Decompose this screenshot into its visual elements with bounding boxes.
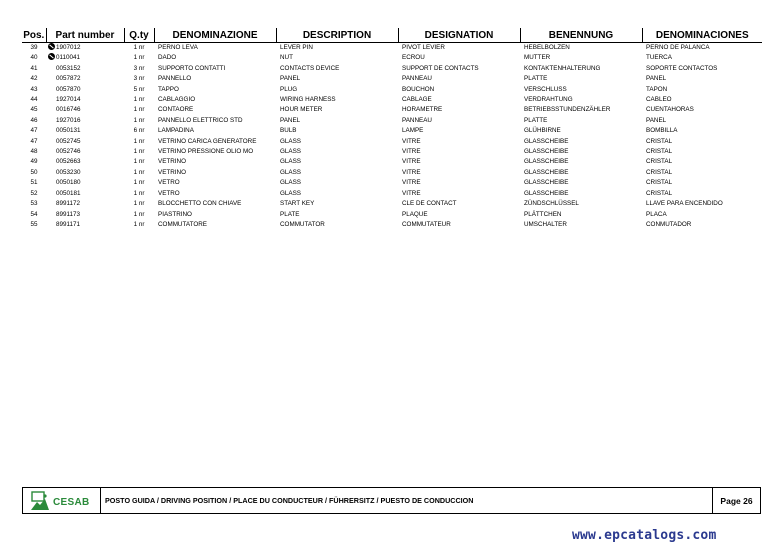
table-row: [22, 137, 762, 147]
row-pos: 40: [30, 54, 38, 62]
row-part-number: [46, 85, 124, 95]
table-row: [22, 85, 762, 95]
row-designation: VITRE: [402, 137, 421, 145]
row-denominaciones: CONMUTADOR: [646, 220, 692, 228]
cesab-logo-icon: [29, 491, 51, 511]
row-benennung: GLASSCHEIBE: [524, 137, 569, 145]
row-designation: HORAMETRE: [402, 106, 443, 114]
table-row: [22, 95, 762, 105]
row-qty: 1 nr: [133, 137, 145, 145]
row-denominaciones: CABLEO: [646, 96, 672, 104]
part-number-text: 0050131: [56, 127, 81, 135]
row-denominaciones: PLACA: [646, 210, 667, 218]
row-description: PLUG: [280, 85, 298, 93]
row-description: GLASS: [280, 158, 301, 166]
row-qty: 1 nr: [133, 210, 145, 218]
row-denominazione: BLOCCHETTO CON CHIAVE: [158, 200, 242, 208]
row-qty: 1 nr: [133, 200, 145, 208]
row-benennung: ZÜNDSCHLÜSSEL: [524, 200, 579, 208]
part-number-text: 1907012: [56, 44, 81, 51]
row-description: HOUR METER: [280, 106, 323, 114]
part-number-text: 1927016: [56, 116, 81, 124]
row-part-number: [46, 137, 124, 147]
part-number-text: 0053152: [56, 64, 81, 72]
parts-table: [22, 28, 762, 230]
row-designation: VITRE: [402, 168, 421, 176]
row-benennung: GLASSCHEIBE: [524, 168, 569, 176]
row-benennung: PLATTE: [524, 75, 548, 83]
row-designation: CABLAGE: [402, 96, 432, 104]
part-number-text: 0050181: [56, 189, 81, 197]
row-part-number: [46, 105, 124, 115]
header-pos: Pos.: [23, 29, 45, 41]
row-part-number: [46, 210, 124, 220]
row-denominazione: TAPPO: [158, 85, 179, 93]
row-pos: 48: [30, 148, 38, 156]
row-part-number: [46, 64, 124, 74]
row-denominaciones: PANEL: [646, 116, 667, 124]
row-benennung: PLATTE: [524, 116, 548, 124]
row-qty: 3 nr: [133, 64, 145, 72]
part-number-text: 8991171: [56, 220, 81, 228]
row-description: BULB: [280, 127, 297, 135]
row-part-number: [46, 157, 124, 167]
row-denominazione: VETRINO: [158, 168, 186, 176]
row-qty: 1 nr: [133, 44, 145, 51]
row-denominazione: VETRINO PRESSIONE OLIO MO: [158, 148, 254, 156]
part-number-text: 0057870: [56, 85, 81, 93]
row-pos: 54: [30, 210, 38, 218]
row-description: GLASS: [280, 168, 301, 176]
row-qty: 1 nr: [133, 106, 145, 114]
row-part-number: [46, 189, 124, 199]
row-designation: PANNEAU: [402, 75, 432, 83]
row-benennung: VERSCHLUSS: [524, 85, 567, 93]
row-qty: 5 nr: [133, 85, 145, 93]
row-description: NUT: [280, 54, 293, 62]
row-benennung: BETRIEBSSTUNDENZÄHLER: [524, 106, 611, 114]
part-number-text: 0110041: [56, 54, 81, 62]
table-row: [22, 220, 762, 230]
row-part-number: [46, 220, 124, 230]
header-part-number: Part number: [46, 28, 124, 43]
row-benennung: KONTAKTENHALTERUNG: [524, 64, 601, 72]
table-row: [22, 53, 762, 63]
table-row: [22, 74, 762, 84]
row-qty: 1 nr: [133, 96, 145, 104]
row-benennung: GLASSCHEIBE: [524, 189, 569, 197]
table-row: [22, 105, 762, 115]
row-description: PANEL: [280, 116, 301, 124]
header-qty: Q.ty: [124, 28, 154, 43]
row-denominaciones: CRISTAL: [646, 179, 673, 187]
part-number-text: 0057872: [56, 75, 81, 83]
row-benennung: MUTTER: [524, 54, 551, 62]
row-part-number: [46, 116, 124, 126]
row-pos: 47: [30, 127, 38, 135]
row-description: LEVER PIN: [280, 44, 313, 51]
row-denominazione: PIASTRINO: [158, 210, 192, 218]
row-designation: VITRE: [402, 158, 421, 166]
row-pos: 42: [30, 75, 38, 83]
row-part-number: [46, 126, 124, 136]
row-denominazione: VETRO: [158, 189, 180, 197]
table-row: [22, 178, 762, 188]
row-qty: 1 nr: [133, 148, 145, 156]
row-denominaciones: PERNO DE PALANCA: [646, 44, 710, 51]
row-designation: COMMUTATEUR: [402, 220, 451, 228]
row-pos: 52: [30, 189, 38, 197]
table-row: [22, 147, 762, 157]
row-designation: SUPPORT DE CONTACTS: [402, 64, 479, 72]
row-qty: 1 nr: [133, 116, 145, 124]
row-denominaciones: TAPON: [646, 85, 668, 93]
row-designation: VITRE: [402, 148, 421, 156]
row-benennung: GLASSCHEIBE: [524, 179, 569, 187]
row-denominaciones: CRISTAL: [646, 158, 673, 166]
row-denominaciones: CRISTAL: [646, 137, 673, 145]
row-qty: 6 nr: [133, 127, 145, 135]
section-title: POSTO GUIDA / DRIVING POSITION / PLACE DU CONDUCTEUR / FÜHRERSITZ / PUESTO DE CONDUCCION: [105, 496, 474, 505]
row-denominaciones: LLAVE PARA ENCENDIDO: [646, 200, 723, 208]
row-part-number: [46, 147, 124, 157]
row-qty: 1 nr: [133, 220, 145, 228]
replacement-mark-icon: [48, 53, 55, 60]
table-row: [22, 210, 762, 220]
header-denominazione: DENOMINAZIONE: [154, 28, 276, 43]
row-denominazione: PERNO LEVA: [158, 44, 198, 51]
header-denominaciones: DENOMINACIONES: [642, 28, 762, 43]
row-denominaciones: CRISTAL: [646, 148, 673, 156]
replacement-mark-icon: [48, 43, 55, 50]
page-number: Page 26: [712, 488, 760, 513]
part-number-text: 0050180: [56, 179, 81, 187]
header-benennung: BENENNUNG: [520, 28, 642, 43]
row-description: COMMUTATOR: [280, 220, 325, 228]
row-designation: VITRE: [402, 179, 421, 187]
header-description: DESCRIPTION: [276, 28, 398, 43]
row-description: CONTACTS DEVICE: [280, 64, 340, 72]
row-pos: 43: [30, 85, 38, 93]
row-benennung: GLÜHBIRNE: [524, 127, 561, 135]
logo-text: CESAB: [53, 497, 90, 508]
page-footer: [22, 487, 761, 514]
watermark: www.epcatalogs.com: [572, 528, 717, 543]
row-pos: 50: [30, 168, 38, 176]
row-qty: 1 nr: [133, 179, 145, 187]
row-denominazione: LAMPADINA: [158, 127, 194, 135]
row-description: GLASS: [280, 189, 301, 197]
row-part-number: [46, 178, 124, 188]
row-qty: 1 nr: [133, 54, 145, 62]
row-denominaciones: CUENTAHORAS: [646, 106, 694, 114]
table-header-row: [22, 28, 762, 43]
row-benennung: GLASSCHEIBE: [524, 158, 569, 166]
row-denominaciones: CRISTAL: [646, 168, 673, 176]
row-designation: PLAQUE: [402, 210, 428, 218]
row-part-number: [46, 53, 124, 63]
row-denominazione: DADO: [158, 54, 177, 62]
row-pos: 49: [30, 158, 38, 166]
row-denominazione: VETRO: [158, 179, 180, 187]
table-row: [22, 189, 762, 199]
row-designation: BOUCHON: [402, 85, 435, 93]
row-designation: LAMPE: [402, 127, 424, 135]
table-row: [22, 43, 762, 54]
row-benennung: PLÄTTCHEN: [524, 210, 562, 218]
row-denominaciones: TUERCA: [646, 54, 672, 62]
table-row: [22, 64, 762, 74]
row-description: GLASS: [280, 148, 301, 156]
part-number-text: 0052745: [56, 137, 81, 145]
table-row: [22, 157, 762, 167]
row-qty: 1 nr: [133, 168, 145, 176]
row-qty: 1 nr: [133, 158, 145, 166]
row-description: GLASS: [280, 137, 301, 145]
row-designation: VITRE: [402, 189, 421, 197]
row-denominazione: VETRINO CARICA GENERATORE: [158, 137, 257, 145]
row-part-number: [46, 199, 124, 209]
row-denominazione: CABLAGGIO: [158, 96, 196, 104]
parts-table-body: [22, 43, 762, 231]
row-part-number: [46, 43, 124, 54]
row-qty: 3 nr: [133, 75, 145, 83]
row-description: WIRING HARNESS: [280, 96, 336, 104]
row-description: GLASS: [280, 179, 301, 187]
row-description: START KEY: [280, 200, 315, 208]
row-pos: 44: [30, 96, 38, 104]
row-pos: 46: [30, 116, 38, 124]
part-number-text: 1927014: [56, 96, 81, 104]
row-designation: CLE DE CONTACT: [402, 200, 457, 208]
row-description: PANEL: [280, 75, 301, 83]
row-pos: 47: [30, 137, 38, 145]
part-number-text: 0052746: [56, 148, 81, 156]
row-part-number: [46, 95, 124, 105]
row-description: PLATE: [280, 210, 300, 218]
row-denominazione: PANNELLO ELETTRICO STD: [158, 116, 243, 124]
row-denominazione: COMMUTATORE: [158, 220, 207, 228]
row-denominazione: VETRINO: [158, 158, 186, 166]
row-designation: ECROU: [402, 54, 425, 62]
table-row: [22, 199, 762, 209]
row-denominaciones: CRISTAL: [646, 189, 673, 197]
row-benennung: GLASSCHEIBE: [524, 148, 569, 156]
row-pos: 45: [30, 106, 38, 114]
row-designation: PANNEAU: [402, 116, 432, 124]
row-pos: 41: [30, 64, 38, 72]
header-designation: DESIGNATION: [398, 28, 520, 43]
row-denominazione: CONTAORE: [158, 106, 194, 114]
part-number-text: 0052663: [56, 158, 81, 166]
table-row: [22, 126, 762, 136]
table-row: [22, 168, 762, 178]
row-designation: PIVOT LEVIER: [402, 44, 445, 51]
row-pos: 55: [30, 220, 38, 228]
row-denominaciones: BOMBILLA: [646, 127, 678, 135]
logo: [23, 488, 101, 513]
part-number-text: 0053230: [56, 168, 81, 176]
table-row: [22, 116, 762, 126]
row-part-number: [46, 168, 124, 178]
row-pos: 53: [30, 200, 38, 208]
row-denominazione: SUPPORTO CONTATTI: [158, 64, 226, 72]
row-qty: 1 nr: [133, 189, 145, 197]
row-denominaciones: SOPORTE CONTACTOS: [646, 64, 718, 72]
row-benennung: UMSCHALTER: [524, 220, 567, 228]
row-pos: 39: [30, 44, 38, 51]
part-number-text: 0016746: [56, 106, 81, 114]
row-part-number: [46, 74, 124, 84]
part-number-text: 8991172: [56, 200, 81, 208]
row-benennung: HEBELBOLZEN: [524, 44, 570, 51]
row-denominazione: PANNELLO: [158, 75, 192, 83]
row-benennung: VERDRAHTUNG: [524, 96, 573, 104]
row-pos: 51: [30, 179, 38, 187]
part-number-text: 8991173: [56, 210, 81, 218]
row-denominaciones: PANEL: [646, 75, 667, 83]
